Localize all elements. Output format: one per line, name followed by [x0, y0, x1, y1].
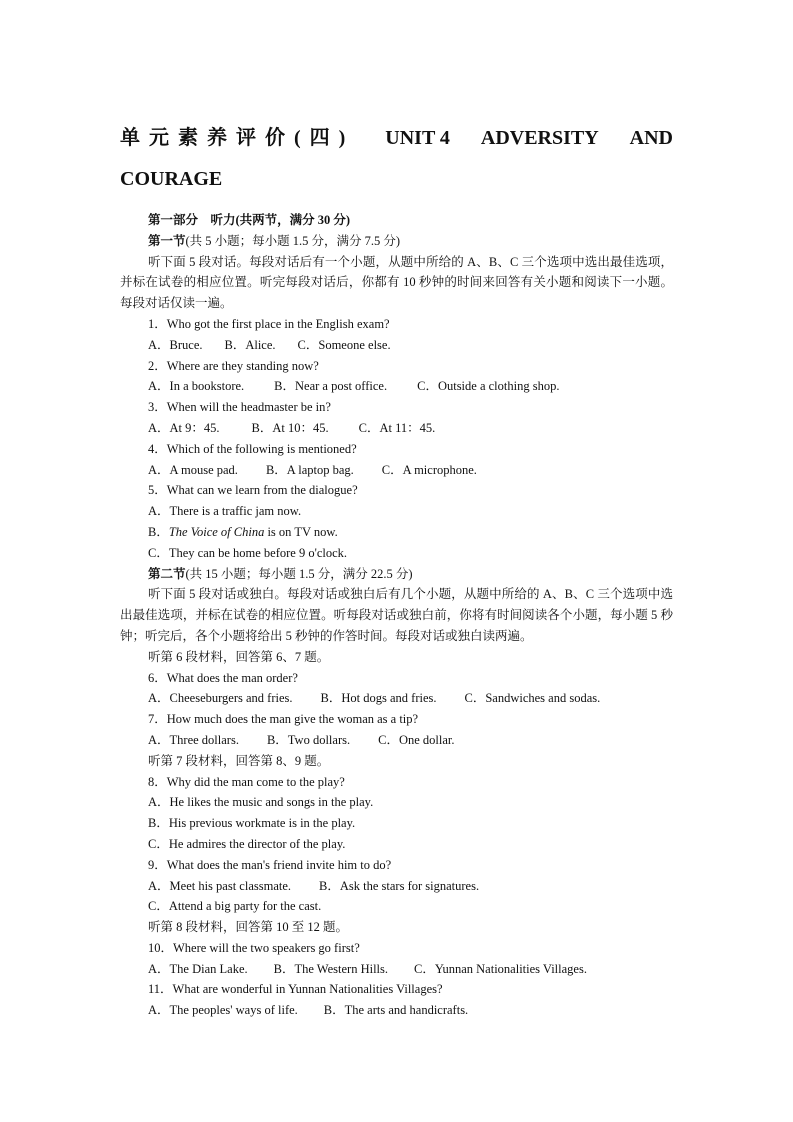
option-9b: B．Ask the stars for signatures.	[319, 878, 480, 893]
option-8b: B．His previous workmate is in the play.	[148, 816, 356, 831]
option-7c: C．One dollar.	[378, 732, 455, 747]
question-3-options	[120, 418, 673, 439]
option-2c: C．Outside a clothing shop.	[417, 379, 560, 394]
question-6-options	[120, 688, 673, 709]
option-3a: A．At 9：45.	[148, 420, 220, 435]
title-chinese: 单元素养评价(四)	[120, 127, 355, 149]
title-courage: COURAGE	[120, 168, 223, 190]
material-7-note: 听第 7 段材料，回答第 8、9 题。	[148, 753, 330, 768]
question-7-options	[120, 730, 673, 751]
option-2b: B．Near a post office.	[274, 379, 388, 394]
option-8c: C．He admires the director of the play.	[148, 836, 346, 851]
page-title	[120, 118, 673, 200]
question-8: 8．Why did the man come to the play?	[148, 774, 345, 789]
section2-heading	[120, 564, 673, 585]
section1-heading-bold: 第一节	[148, 233, 186, 248]
section2-heading-rest: (共 15 小题；每小题 1.5 分，满分 22.5 分)	[185, 566, 413, 581]
option-10a: A．The Dian Lake.	[148, 961, 248, 976]
question-2-options	[120, 376, 673, 397]
listening-section	[120, 210, 673, 1021]
question-6: 6．What does the man order?	[148, 670, 298, 685]
option-1c: C．Someone else.	[297, 337, 391, 352]
option-7a: A．Three dollars.	[148, 732, 239, 747]
question-10-options	[120, 959, 673, 980]
question-1: 1．Who got the first place in the English exam?	[148, 316, 390, 331]
option-4b: B．A laptop bag.	[265, 462, 354, 477]
material-6-note: 听第 6 段材料，回答第 6、7 题。	[148, 649, 330, 664]
part-heading: 第一部分 听力(共两节，满分 30 分)	[148, 213, 351, 227]
section2-instruction: 听下面 5 段对话或独白。每段对话或独白后有几个小题，从题中所给的 A、B、C 三个选项中选出最佳选项，并标在试卷的相应位置。听每段对话或独白前，你将有时间阅读各个小题，每小题 5 秒钟；听完后，各个小题将给出 5 秒钟的作答时间。每段对话或独白读两遍。	[120, 587, 673, 643]
option-5c: C．They can be home before 9 o'clock.	[148, 545, 348, 560]
option-7b: B．Two dollars.	[266, 732, 351, 747]
title-unit: UNIT 4	[385, 127, 450, 149]
question-9: 9．What does the man's friend invite him to do?	[148, 857, 392, 872]
option-9a: A．Meet his past classmate.	[148, 878, 292, 893]
question-11: 11．What are wonderful in Yunnan Nationalities Villages?	[148, 982, 443, 997]
question-3: 3．When will the headmaster be in?	[148, 400, 331, 415]
option-1a: A．Bruce.	[148, 337, 203, 352]
option-1b: B．Alice.	[224, 337, 276, 352]
option-9c: C．Attend a big party for the cast.	[148, 899, 322, 914]
option-6c: C．Sandwiches and sodas.	[464, 691, 601, 706]
option-11a: A．The peoples' ways of life.	[148, 1003, 298, 1018]
question-4: 4．Which of the following is mentioned?	[148, 441, 357, 456]
option-4c: C．A microphone.	[381, 462, 477, 477]
option-6a: A．Cheeseburgers and fries.	[148, 691, 293, 706]
option-10c: C．Yunnan Nationalities Villages.	[414, 961, 587, 976]
option-5b	[120, 522, 673, 543]
section1-heading-rest: (共 5 小题；每小题 1.5 分，满分 7.5 分)	[185, 233, 401, 248]
option-10b: B．The Western Hills.	[273, 961, 388, 976]
material-8-note: 听第 8 段材料，回答第 10 至 12 题。	[148, 920, 349, 935]
question-11-options	[120, 1000, 673, 1021]
option-8a: A．He likes the music and songs in the play.	[148, 795, 374, 810]
title-line-1	[120, 118, 673, 159]
option-5b-title: The Voice of China	[168, 524, 265, 539]
option-5a: A．There is a traffic jam now.	[148, 504, 302, 519]
section1-heading	[120, 231, 673, 252]
title-adversity: ADVERSITY	[480, 127, 599, 149]
option-3c: C．At 11：45.	[358, 420, 436, 435]
section1-instruction: 听下面 5 段对话。每段对话后有一个小题，从题中所给的 A、B、C 三个选项中选出最佳选项，并标在试卷的相应位置。听完每段对话后，你都有 10 秒钟的时间来回答有关小题和阅读下一小题。每段对话仅读一遍。	[120, 254, 673, 311]
option-6b: B．Hot dogs and fries.	[320, 691, 437, 706]
option-11b: B．The arts and handicrafts.	[323, 1003, 469, 1018]
question-5: 5．What can we learn from the dialogue?	[148, 483, 358, 498]
question-1-options	[120, 335, 673, 356]
question-2: 2．Where are they standing now?	[148, 358, 319, 373]
option-4a: A．A mouse pad.	[148, 462, 238, 477]
section2-heading-bold: 第二节	[148, 566, 186, 581]
option-5b-prefix: B．	[148, 524, 169, 539]
option-5b-suffix: is on TV now.	[264, 524, 338, 539]
question-9-options	[120, 876, 673, 897]
title-and: AND	[629, 127, 673, 149]
question-10: 10．Where will the two speakers go first?	[148, 940, 360, 955]
option-2a: A．In a bookstore.	[148, 379, 245, 394]
question-4-options	[120, 460, 673, 481]
question-7: 7．How much does the man give the woman as a tip?	[148, 712, 419, 727]
option-3b: B．At 10：45.	[251, 420, 329, 435]
